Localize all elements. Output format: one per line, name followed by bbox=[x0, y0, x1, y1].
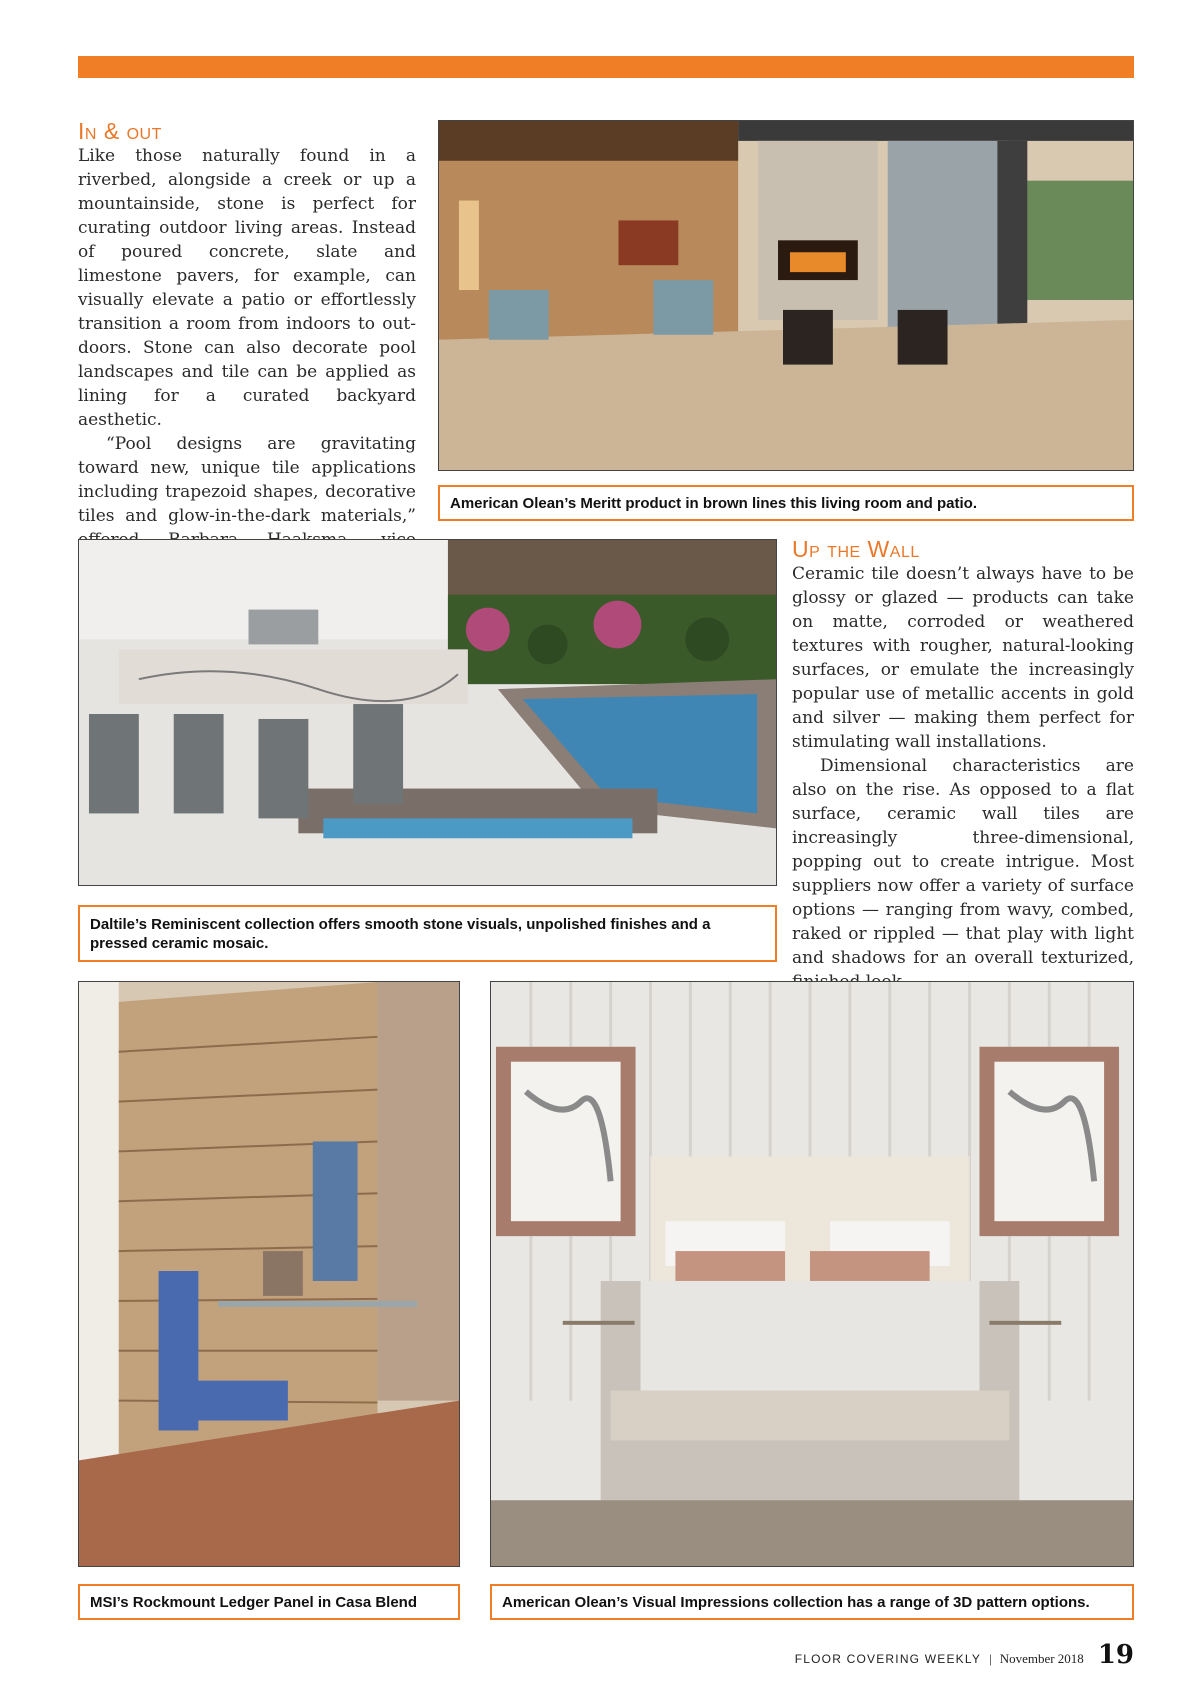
article-column-in-out bbox=[78, 144, 416, 576]
section-heading-in-out: In & out bbox=[78, 118, 162, 144]
caption-text: MSI’s Rockmount Ledger Panel in Casa Blend bbox=[90, 1593, 418, 1611]
caption-ledger bbox=[78, 1584, 460, 1620]
caption-pool bbox=[78, 905, 777, 962]
header-accent-bar bbox=[78, 56, 1134, 78]
patio-living-room-photo bbox=[438, 120, 1134, 471]
caption-text: American Olean’s Visual Impressions collection has a range of 3D pattern options. bbox=[502, 1593, 1090, 1611]
article-column-up-the-wall bbox=[792, 562, 1134, 994]
caption-text: Daltile’s Reminiscent collection offers smooth stone visuals, unpolished finishes and a pressed ceramic mosaic. bbox=[90, 915, 711, 952]
footer-separator: | bbox=[989, 1651, 992, 1666]
section-heading-up-the-wall: Up the Wall bbox=[792, 536, 920, 562]
caption-bedroom bbox=[490, 1584, 1134, 1620]
caption-patio bbox=[438, 485, 1134, 521]
caption-text: American Olean’s Meritt product in brown lines this living room and patio. bbox=[450, 494, 978, 512]
page-footer bbox=[795, 1640, 1134, 1670]
paragraph: Dimensional characteristics are also on the rise. As opposed to a flat surface, ceramic wall tiles are increasingly three-dimensional, popping out to create intrigue. Most suppliers now offer a variety of surface options — ranging from wavy, combed, raked or rippled — that play with light and shadows for an overall texturized, bbox=[792, 756, 1134, 968]
pool-patio-photo bbox=[78, 539, 777, 886]
issue-date: November 2018 bbox=[999, 1651, 1084, 1666]
paragraph: Ceramic tile doesn’t always have to be glossy or glazed — products can take on matte, corroded or weathered textures with rougher, natural-looking surfaces, or emulate the increasingly popular use of metallic accents in gold and silver — making them perfect for stimulating wall installations. bbox=[792, 564, 1134, 752]
stone-ledger-wall-photo bbox=[78, 981, 460, 1567]
paragraph: “Pool designs are gravitating toward new, unique tile applications including trapezoid shapes, decorative tiles and glow-in-the-dark materials,” bbox=[78, 434, 416, 526]
paragraph: Like those naturally found in a riverbed, alongside a creek or up a mountainside, stone is perfect for curating outdoor living areas. Instead of poured concrete, slate and limestone pavers, for example, can visually elevate a patio or effortlessly transition a room from indoors to outdoors. Stone can also decorate pool landscapes and tile can be applied as lining for a curated backyard aesthetic. bbox=[78, 146, 416, 430]
publication-name: FLOOR COVERING WEEKLY bbox=[794, 1652, 982, 1666]
page-number: 19 bbox=[1097, 1640, 1134, 1670]
bedroom-3d-wall-photo bbox=[490, 981, 1134, 1567]
